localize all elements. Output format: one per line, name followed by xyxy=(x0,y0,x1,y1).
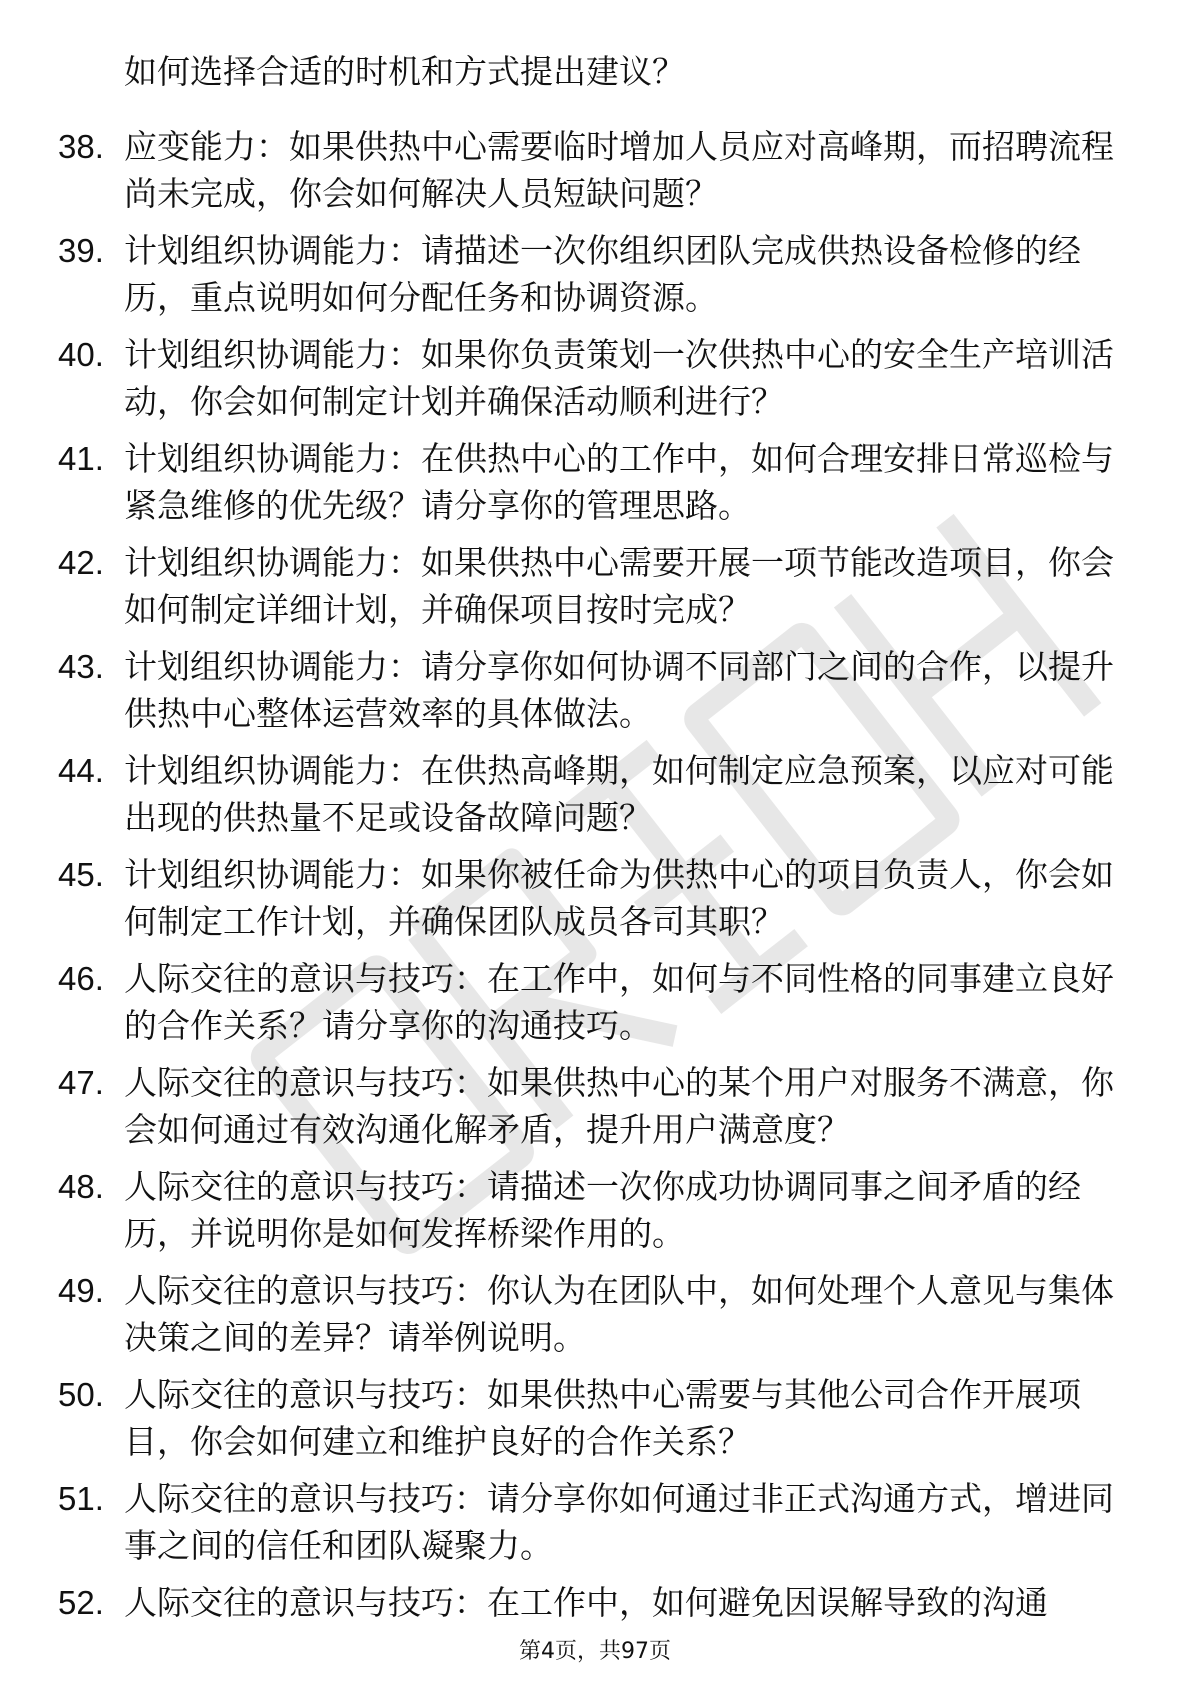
question-text: 计划组织协调能力：在供热高峰期，如何制定应急预案，以应对可能出现的供热量不足或设备故障问题？ xyxy=(124,751,1114,837)
question-text: 人际交往的意识与技巧：在工作中，如何避免因误解导致的沟通 xyxy=(124,1583,1048,1622)
question-number: 44. xyxy=(58,752,104,789)
question-text: 人际交往的意识与技巧：如果供热中心的某个用户对服务不满意，你会如何通过有效沟通化解矛盾，提升用户满意度？ xyxy=(124,1063,1114,1149)
list-item xyxy=(58,435,1118,529)
question-text: 人际交往的意识与技巧：请描述一次你成功协调同事之间矛盾的经历，并说明你是如何发挥桥梁作用的。 xyxy=(124,1167,1081,1253)
list-item xyxy=(58,1267,1118,1361)
question-number: 43. xyxy=(58,648,104,685)
question-number: 49. xyxy=(58,1272,104,1309)
list-item xyxy=(58,955,1118,1049)
list-item xyxy=(58,331,1118,425)
question-text: 计划组织协调能力：如果你负责策划一次供热中心的安全生产培训活动，你会如何制定计划并确保活动顺利进行？ xyxy=(124,335,1114,421)
question-number: 45. xyxy=(58,856,104,893)
list-item xyxy=(58,227,1118,321)
question-number: 48. xyxy=(58,1168,104,1205)
list-item xyxy=(58,1579,1118,1626)
question-number: 47. xyxy=(58,1064,104,1101)
question-text: 计划组织协调能力：如果你被任命为供热中心的项目负责人，你会如何制定工作计划，并确保团队成员各司其职？ xyxy=(124,855,1114,941)
question-number: 39. xyxy=(58,232,104,269)
question-text: 计划组织协调能力：如果供热中心需要开展一项节能改造项目，你会如何制定详细计划，并确保项目按时完成？ xyxy=(124,543,1114,629)
question-text: 人际交往的意识与技巧：你认为在团队中，如何处理个人意见与集体决策之间的差异？请举例说明。 xyxy=(124,1271,1114,1357)
list-item xyxy=(58,123,1118,217)
list-item xyxy=(58,1371,1118,1465)
list-item xyxy=(58,1475,1118,1569)
page-number: 第4页，共97页 xyxy=(519,1639,671,1664)
list-item xyxy=(58,851,1118,945)
question-number: 41. xyxy=(58,440,104,477)
question-number: 38. xyxy=(58,128,104,165)
question-text: 计划组织协调能力：请描述一次你组织团队完成供热设备检修的经历，重点说明如何分配任务和协调资源。 xyxy=(124,231,1081,317)
question-list xyxy=(58,48,1118,1636)
question-number: 46. xyxy=(58,960,104,997)
question-number: 52. xyxy=(58,1584,104,1621)
continuation-text: 如何选择合适的时机和方式提出建议？ xyxy=(124,52,685,91)
question-text: 人际交往的意识与技巧：如果供热中心需要与其他公司合作开展项目，你会如何建立和维护良好的合作关系？ xyxy=(124,1375,1081,1461)
question-text: 人际交往的意识与技巧：请分享你如何通过非正式沟通方式，增进同事之间的信任和团队凝聚力。 xyxy=(124,1479,1114,1565)
list-item xyxy=(58,1059,1118,1153)
question-number: 50. xyxy=(58,1376,104,1413)
list-item xyxy=(58,539,1118,633)
list-item xyxy=(58,747,1118,841)
question-number: 51. xyxy=(58,1480,104,1517)
question-number: 42. xyxy=(58,544,104,581)
question-text: 应变能力：如果供热中心需要临时增加人员应对高峰期，而招聘流程尚未完成，你会如何解决人员短缺问题？ xyxy=(124,127,1114,213)
question-text: 人际交往的意识与技巧：在工作中，如何与不同性格的同事建立良好的合作关系？请分享你的沟通技巧。 xyxy=(124,959,1114,1045)
question-text: 计划组织协调能力：在供热中心的工作中，如何合理安排日常巡检与紧急维修的优先级？请分享你的管理思路。 xyxy=(124,439,1114,525)
list-item xyxy=(58,1163,1118,1257)
list-item xyxy=(58,643,1118,737)
question-number: 40. xyxy=(58,336,104,373)
question-text: 计划组织协调能力：请分享你如何协调不同部门之间的合作，以提升供热中心整体运营效率的具体做法。 xyxy=(124,647,1114,733)
